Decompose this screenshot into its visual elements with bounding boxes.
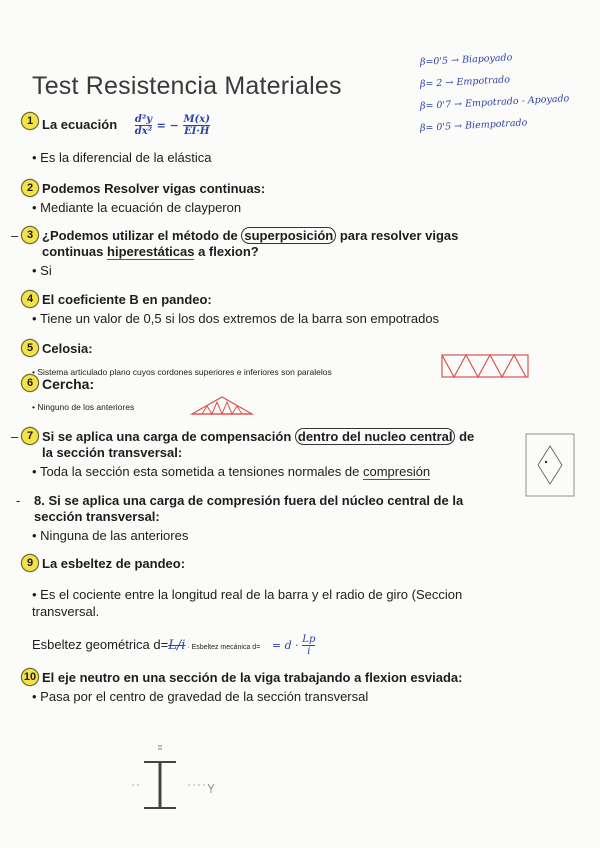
note-line: β=0'5 → Biapoyado [419,52,513,68]
answer-text: • Es el cociente entre la longitud real de la barra y el radio de giro (Seccion [32,587,462,602]
nucleus-sketch [524,432,576,498]
question-1 [24,114,544,166]
answer-text: • Ninguna de las anteriores [32,528,188,543]
question-text-underlined: hiperestáticas [107,244,195,259]
question-number: 4 [22,291,38,307]
esbeltez-mecanica: · Esbeltez mecánica d= [185,643,261,651]
answer-text: • Mediante la ecuación de clayperon [32,200,241,215]
question-text: Si se aplica una carga de compensación [42,429,295,444]
cercha-sketch [190,394,254,416]
answer-text: • Sistema articulado plano cuyos cordones superiores e inferiores son paralelos [32,367,332,377]
question-7: – 7 Si se aplica una carga de compensación dentro del nucleo central de la sección transversal: • Toda la sección esta sometida a tensiones normales de compresión [24,429,544,480]
question-text: ¿Podemos utilizar el método de [42,228,242,243]
esbeltez-geometrica-value: L/i [168,637,186,653]
question-text: Cercha: [42,376,95,392]
eq-rhs-den: EI·H [184,126,210,137]
formula-num: Lp [302,634,316,645]
answer-text: • Es la diferencial de la elástica [32,150,211,165]
question-text: La esbeltez de pandeo: [42,556,186,571]
question-text: El eje neutro en una sección de la viga trabajando a flexion esviada: [42,670,463,685]
question-3: – 3 ¿Podemos utilizar el método de superposición para resolver vigas continuas hiperestáticas a flexion? • Si [24,228,544,279]
i-beam-sketch [130,742,220,822]
equation [134,114,210,137]
question-text: La ecuación [42,117,118,132]
eq-lhs-num: d²y [134,114,153,125]
eq-mid: = − [156,119,179,132]
question-10 [24,670,544,705]
question-number: 2 [22,180,38,196]
question-number: 1 [22,113,38,129]
question-number: 6 [22,375,38,391]
note-line: β= 0'5 → Biempotrado [419,117,528,134]
question-text: de [455,429,475,444]
question-2 [24,181,544,216]
eq-rhs-num: M(x) [183,114,210,125]
answer-text: • Pasa por el centro de gravedad de la sección transversal [32,689,368,704]
question-number: 9 [22,555,38,571]
question-text: la sección transversal: [42,445,183,460]
question-number: 3 [22,227,38,243]
answer-text: transversal. [32,604,100,619]
page-title: Test Resistencia Materiales [32,72,342,100]
question-text: Si se aplica una carga de compresión fuera del núcleo central de la [48,493,464,508]
answer-text: • Si [32,263,52,278]
question-9 [24,556,544,657]
note-line: β= 0'7 → Empotrado - Apoyado [419,93,570,112]
question-number: 10 [23,671,37,683]
answer-text: • Toda la sección esta sometida a tensiones normales de [32,464,363,479]
note-line: β= 2 → Empotrado [419,74,511,90]
question-text: para resolver vigas [336,228,459,243]
question-4 [24,292,544,327]
answer-text: • Ninguno de los anteriores [32,402,134,412]
question-number: 8. [34,493,45,508]
question-8: - 8. Si se aplica una carga de compresión fuera del núcleo central de la sección transversal: • Ninguna de las anteriores [24,493,544,544]
answer-text: • Tiene un valor de 0,5 si los dos extremos de la barra son empotrados [32,311,439,326]
question-text: continuas [42,244,108,259]
question-number: 5 [22,340,38,356]
question-6 [24,376,544,413]
formula-den: i [302,645,315,657]
eq-lhs-den: dx² [134,126,153,137]
question-text: a flexion? [194,244,259,259]
question-text: El coeficiente B en pandeo: [42,292,212,307]
question-text: Celosia: [42,341,93,356]
answer-text-underlined: compresión [362,464,431,479]
esbeltez-formula: = d · [271,638,299,652]
question-number: 7 [22,428,38,444]
question-text: Podemos Resolver vigas continuas: [42,181,266,196]
question-text: sección transversal: [34,509,160,524]
esbeltez-geometrica: Esbeltez geométrica d= [32,636,169,652]
question-text-circled: dentro del nucleo central [295,428,456,445]
question-text-circled: superposición [241,227,336,244]
